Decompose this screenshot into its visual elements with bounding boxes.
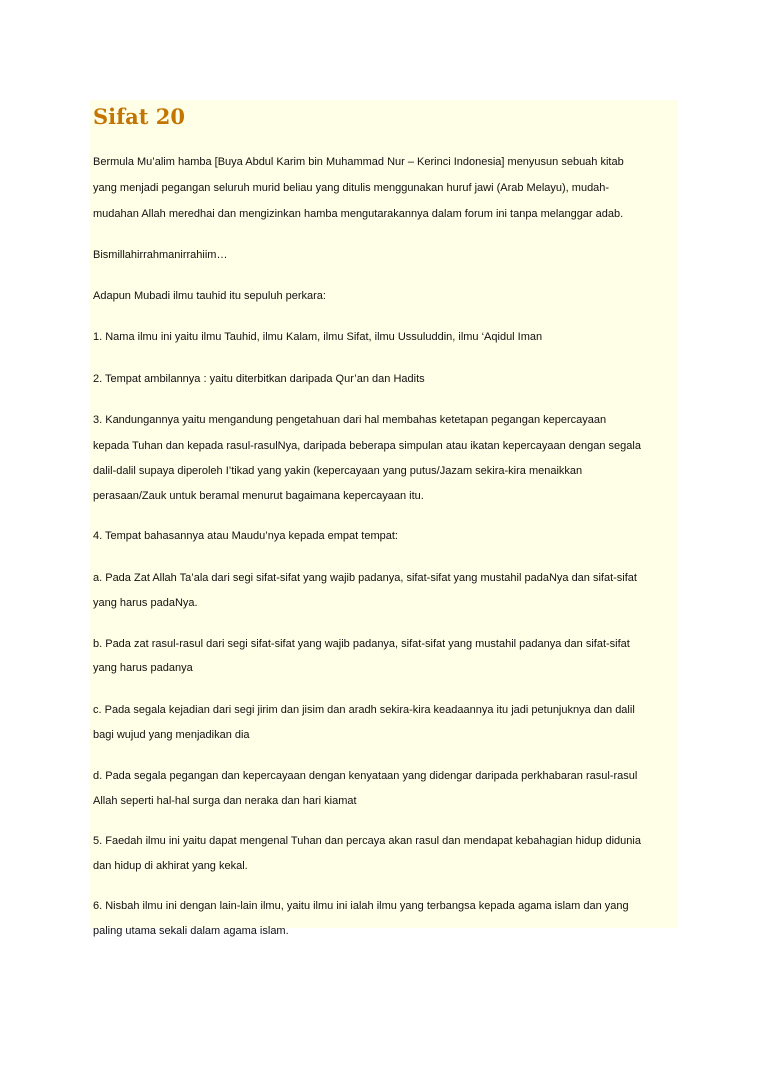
paragraph-line: yang harus padaNya.	[93, 597, 198, 609]
paragraph-line: 3. Kandungannya yaitu mengandung pengetahuan dari hal membahas ketetapan pegangan kepercayaan	[93, 414, 607, 426]
paragraph-line: Allah seperti hal-hal surga dan neraka dan hari kiamat	[93, 795, 357, 807]
paragraph-line: perasaan/Zauk untuk beramal menurut bagaimana kepercayaan itu.	[93, 490, 424, 502]
article-content	[90, 100, 678, 937]
paragraph-line: Adapun Mubadi ilmu tauhid itu sepuluh perkara:	[93, 290, 326, 302]
paragraph-line: 6. Nisbah ilmu ini dengan lain-lain ilmu, yaitu ilmu ini ialah ilmu yang terbangsa kepada agama islam dan yang	[93, 900, 629, 912]
paragraph-line: bagi wujud yang menjadikan dia	[93, 729, 250, 741]
paragraph-line: dalil-dalil supaya diperoleh I’tikad yang yakin (kepercayaan yang putus/Jazam sekira-kira menaikkan	[93, 465, 583, 477]
paragraph-line: d. Pada segala pegangan dan kepercayaan dengan kenyataan yang didengar daripada perkhabaran rasul-rasul	[93, 770, 638, 782]
paragraph-line: Bismillahirrahmanirrahiim…	[93, 249, 228, 261]
paragraph-line: kepada Tuhan dan kepada rasul-rasulNya, daripada beberapa simpulan atau ikatan kepercayaan dengan segala	[93, 440, 641, 452]
article-title: Sifat 20	[93, 104, 186, 129]
paragraph-line: 4. Tempat bahasannya atau Maudu’nya kepada empat tempat:	[93, 530, 398, 542]
paragraph-line: mudahan Allah meredhai dan mengizinkan hamba mengutarakannya dalam forum ini tanpa melanggar adab.	[93, 208, 624, 220]
paragraph-line: 1. Nama ilmu ini yaitu ilmu Tauhid, ilmu Kalam, ilmu Sifat, ilmu Ussuluddin, ilmu ‘Aqidul Iman	[93, 331, 543, 343]
paragraph-line: 2. Tempat ambilannya : yaitu diterbitkan daripada Qur’an dan Hadits	[93, 373, 425, 385]
paragraph-line: b. Pada zat rasul-rasul dari segi sifat-sifat yang wajib padanya, sifat-sifat yang mustahil padanya dan sifat-sifat	[93, 638, 630, 650]
paragraph-line: yang menjadi pegangan seluruh murid beliau yang ditulis menggunakan huruf jawi (Arab Melayu), mudah-	[93, 182, 610, 194]
paragraph-line: 5. Faedah ilmu ini yaitu dapat mengenal Tuhan dan percaya akan rasul dan mendapat kebahagian hidup didunia	[93, 835, 641, 847]
paragraph-line: paling utama sekali dalam agama islam.	[93, 925, 289, 937]
paragraph-line: yang harus padanya	[93, 662, 193, 674]
paragraph-line: c. Pada segala kejadian dari segi jirim dan jisim dan aradh sekira-kira keadaannya itu jadi petunjuknya dan dalil	[93, 704, 635, 716]
paragraph-line: Bermula Mu’alim hamba [Buya Abdul Karim bin Muhammad Nur – Kerinci Indonesia] menyusun sebuah kitab	[93, 156, 624, 168]
paragraph-line: dan hidup di akhirat yang kekal.	[93, 860, 248, 872]
paragraph-line: a. Pada Zat Allah Ta’ala dari segi sifat-sifat yang wajib padanya, sifat-sifat yang mustahil padaNya dan sifat-sifat	[93, 572, 637, 584]
